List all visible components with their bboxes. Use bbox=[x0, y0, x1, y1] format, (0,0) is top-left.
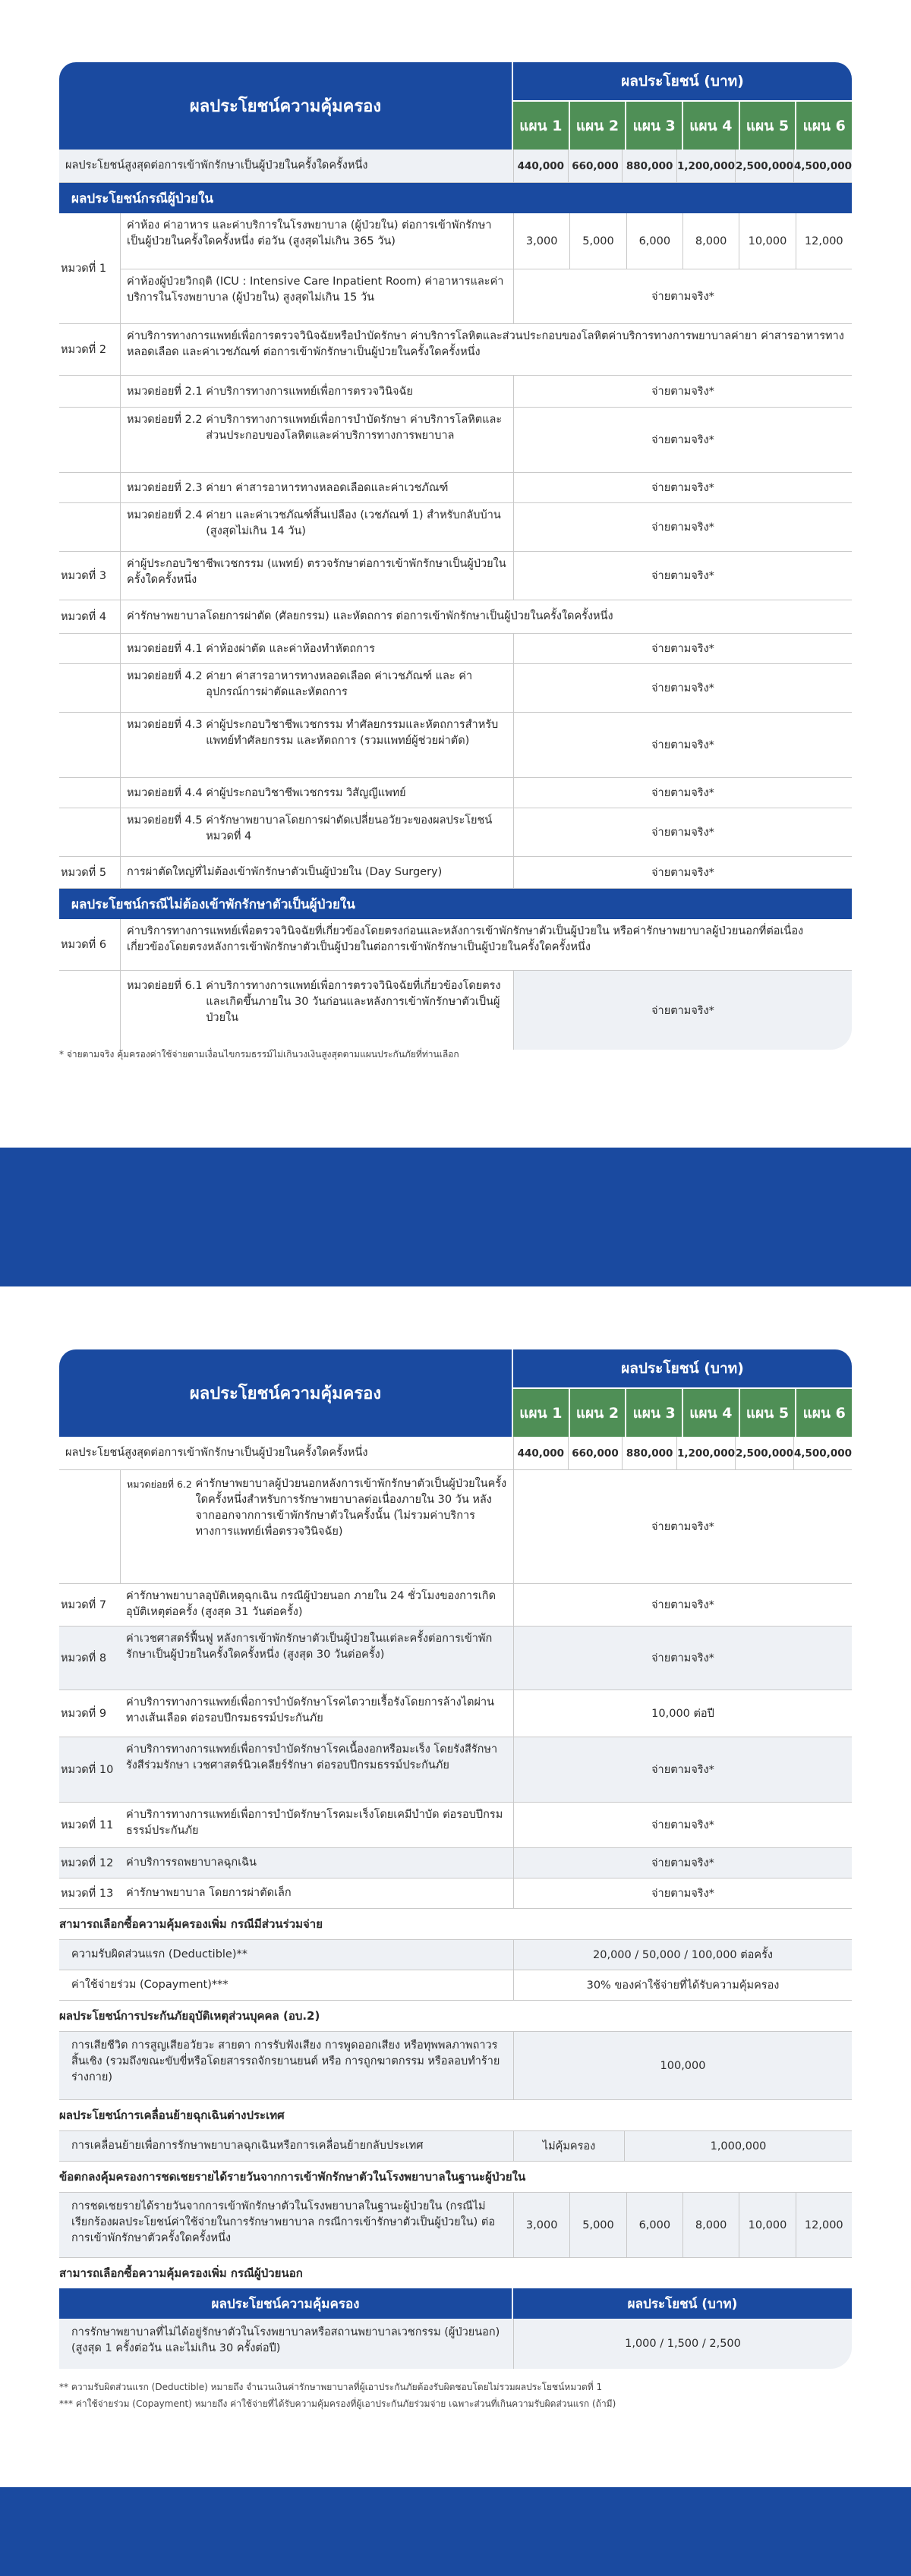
benefit-table bbox=[59, 62, 852, 1050]
category-11: หมวดที่ 11 ค่าบริการทางการแพทย์เพื่อการบำบัดรักษาโรคมะเร็งโดยเคมีบำบัด ต่อรอบปีกรมธรรม์ประกันภัย จ่ายตามจริง* bbox=[59, 1803, 852, 1848]
category-4: หมวดที่ 4 ค่ารักษาพยาบาลโดยการผ่าตัด (ศัลยกรรม) และหัตถการ ต่อการเข้าพักรักษาเป็นผู้ป่วยในครั้งใดครั้งหนึ่ง bbox=[59, 600, 852, 634]
plan-headers bbox=[513, 100, 852, 150]
header-benefit-coverage: ผลประโยชน์ความคุ้มครอง bbox=[59, 62, 512, 150]
max-benefit-row-2: ผลประโยชน์สูงสุดต่อการเข้าพักรักษาเป็นผู้ป่วยในครั้งใดครั้งหนึ่ง 440,000 660,000 880,000 1,200,000 2,500,000 4,500,000 bbox=[59, 1437, 852, 1470]
page-one bbox=[0, 0, 911, 1148]
category-1: หมวดที่ 1 ค่าห้อง ค่าอาหาร และค่าบริการในโรงพยาบาล (ผู้ป่วยใน) ต่อการเข้าพักรักษาเป็นผู้ป่วยในครั้งใดครั้งหนึ่ง ต่อวัน (สูงสุดไม่เกิน 365 วัน) 3,000 5,000 6,000 8,000 10,000 12,000 ค่าห้องผู้ป่วยวิกฤติ (ICU : Intensive Care Inpatient Room) ค่าอาหารและค่าบริการในโรงพยาบาล (ผู้ป่วยใน) สูงสุดไม่เกิน 15 วัน จ่ายตามจริง* bbox=[59, 213, 852, 324]
plan-3: แผน 3 bbox=[625, 100, 682, 150]
opd-header: ผลประโยชน์ความคุ้มครอง ผลประโยชน์ (บาท) bbox=[59, 2288, 852, 2319]
max-benefit-row: ผลประโยชน์สูงสุดต่อการเข้าพักรักษาเป็นผู้ป่วยในครั้งใดครั้งหนึ่ง 440,000 660,000 880,000 1,200,000 2,500,000 4,500,000 bbox=[59, 150, 852, 183]
category-3: หมวดที่ 3 ค่าผู้ประกอบวิชาชีพเวชกรรม (แพทย์) ตรวจรักษาต่อการเข้าพักรักษาเป็นผู้ป่วยในครั้งใดครั้งหนึ่ง จ่ายตามจริง* bbox=[59, 552, 852, 600]
header-benefit-baht: ผลประโยชน์ (บาท) bbox=[513, 62, 852, 100]
copay-option-title: สามารถเลือกซื้อความคุ้มครองเพิ่ม กรณีมีส่วนร่วมจ่าย bbox=[59, 1909, 852, 1940]
subcategory-6-1: หมวดย่อยที่ 6.1 ค่าบริการทางการแพทย์เพื่อการตรวจวินิจฉัยที่เกี่ยวข้องโดยตรงและเกิดขึ้นภายใน 30 วันก่อนและหลังการเข้าพักรักษาตัวเป็นผู้ป่วยใน จ่ายตามจริง* bbox=[59, 971, 852, 1050]
pa-title: ผลประโยชน์การประกันภัยอุบัติเหตุส่วนบุคคล (อบ.2) bbox=[59, 2001, 852, 2032]
section-ipd: ผลประโยชน์กรณีผู้ป่วยใน bbox=[59, 183, 852, 213]
cash-title: ข้อตกลงคุ้มครองการชดเชยรายได้รายวันจากการเข้าพักรักษาตัวในโรงพยาบาลในฐานะผู้ป่วยใน bbox=[59, 2162, 852, 2193]
category-5: หมวดที่ 5 การผ่าตัดใหญ่ที่ไม่ต้องเข้าพักรักษาตัวเป็นผู้ป่วยใน (Day Surgery) จ่ายตามจริง* bbox=[59, 857, 852, 889]
plan-5: แผน 5 bbox=[739, 100, 796, 150]
plan-4: แผน 4 bbox=[682, 100, 739, 150]
footnotes: ** ความรับผิดส่วนแรก (Deductible) หมายถึง จำนวนเงินค่ารักษาพยาบาลที่ผู้เอาประกันภัยต้องรับผิดชอบโดยไม่รวมผลประโยชน์หมวดที่ 1 *** ค่าใช้จ่ายร่วม (Copayment) หมายถึง ค่าใช้จ่ายที่ได้รับความคุ้มครองที่ผู้เอาประกันภัยร่วมจ่าย เฉพาะส่วนที่เกินความรับผิดส่วนแรก (ถ้ามี) bbox=[59, 2382, 616, 2409]
table-header bbox=[59, 62, 852, 150]
deductible-row: ความรับผิดส่วนแรก (Deductible)** 20,000 / 50,000 / 100,000 ต่อครั้ง bbox=[59, 1940, 852, 1970]
subcategory-2-4: หมวดย่อยที่ 2.4 ค่ายา และค่าเวชภัณฑ์สิ้นเปลือง (เวชภัณฑ์ 1) สำหรับกลับบ้าน (สูงสุดไม่เกิน 14 วัน) จ่ายตามจริง* bbox=[59, 503, 852, 552]
footnote-actual-cost: * จ่ายตามจริง คุ้มครองค่าใช้จ่ายตามเงื่อนไขกรมธรรม์ไม่เกินวงเงินสูงสุดตามแผนประกันภัยที่ท่านเลือก bbox=[59, 1049, 459, 1060]
subcategory-4-1: หมวดย่อยที่ 4.1 ค่าห้องผ่าตัด และค่าห้องทำหัตถการ จ่ายตามจริง* bbox=[59, 634, 852, 664]
subcategory-4-3: หมวดย่อยที่ 4.3 ค่าผู้ประกอบวิชาชีพเวชกรรม ทำศัลยกรรมและหัตถการสำหรับแพทย์ทำศัลยกรรม และหัตถการ (รวมแพทย์ผู้ช่วยผ่าตัด) จ่ายตามจริง* bbox=[59, 713, 852, 778]
section-no-admit: ผลประโยชน์กรณีไม่ต้องเข้าพักรักษาตัวเป็นผู้ป่วยใน bbox=[59, 889, 852, 919]
pa-row: การเสียชีวิต การสูญเสียอวัยวะ สายตา การรับฟังเสียง การพูดออกเสียง หรือทุพพลภาพถาวรสิ้นเชิง (รวมถึงขณะขับขี่หรือโดยสารรถจักรยานยนต์ หรือ การถูกฆาตกรรม หรือลอบทำร้ายร่างกาย) 100,000 bbox=[59, 2032, 852, 2100]
subcategory-2-2: หมวดย่อยที่ 2.2 ค่าบริการทางการแพทย์เพื่อการบำบัดรักษา ค่าบริการโลหิตและส่วนประกอบของโลหิตและค่าบริการทางการพยาบาล จ่ายตามจริง* bbox=[59, 408, 852, 473]
subcategory-2-1: หมวดย่อยที่ 2.1 ค่าบริการทางการแพทย์เพื่อการตรวจวินิจฉัย จ่ายตามจริง* bbox=[59, 376, 852, 408]
subcategory-4-2: หมวดย่อยที่ 4.2 ค่ายา ค่าสารอาหารทางหลอดเลือด ค่าเวชภัณฑ์ และ ค่าอุปกรณ์การผ่าตัดและหัตถการ จ่ายตามจริง* bbox=[59, 664, 852, 713]
category-2: หมวดที่ 2 ค่าบริการทางการแพทย์เพื่อการตรวจวินิจฉัยหรือบำบัดรักษา ค่าบริการโลหิตและส่วนประกอบของโลหิตค่าบริการทางการพยาบาลค่ายา ค่าสารอาหารทางหลอดเลือด และค่าเวชภัณฑ์ ต่อการเข้าพักรักษาเป็นผู้ป่วยในครั้งใดครั้งหนึ่ง bbox=[59, 324, 852, 376]
subcategory-2-3: หมวดย่อยที่ 2.3 ค่ายา ค่าสารอาหารทางหลอดเลือดและค่าเวชภัณฑ์ จ่ายตามจริง* bbox=[59, 473, 852, 503]
plan-1: แผน 1 bbox=[513, 100, 569, 150]
copayment-row: ค่าใช้จ่ายร่วม (Copayment)*** 30% ของค่าใช้จ่ายที่ได้รับความคุ้มครอง bbox=[59, 1970, 852, 2001]
category-12: หมวดที่ 12 ค่าบริการรถพยาบาลฉุกเฉิน จ่ายตามจริง* bbox=[59, 1848, 852, 1878]
subcategory-4-4: หมวดย่อยที่ 4.4 ค่าผู้ประกอบวิชาชีพเวชกรรม วิสัญญีแพทย์ จ่ายตามจริง* bbox=[59, 778, 852, 808]
plan-6: แผน 6 bbox=[795, 100, 852, 150]
category-10: หมวดที่ 10 ค่าบริการทางการแพทย์เพื่อการบำบัดรักษาโรคเนื้องอกหรือมะเร็ง โดยรังสีรักษา รังสีร่วมรักษา เวชศาสตร์นิวเคลียร์รักษา ต่อรอบปีกรมธรรม์ประกันภัย จ่ายตามจริง* bbox=[59, 1737, 852, 1803]
subcategory-4-5: หมวดย่อยที่ 4.5 ค่ารักษาพยาบาลโดยการผ่าตัดเปลี่ยนอวัยวะของผลประโยชน์หมวดที่ 4 จ่ายตามจริง* bbox=[59, 808, 852, 857]
opd-row: การรักษาพยาบาลที่ไม่ได้อยู่รักษาตัวในโรงพยาบาลหรือสถานพยาบาลเวชกรรม (ผู้ป่วยนอก) (สูงสุด 1 ครั้งต่อวัน และไม่เกิน 30 ครั้งต่อปี) 1,000 / 1,500 / 2,500 bbox=[59, 2319, 852, 2369]
plan-2: แผน 2 bbox=[569, 100, 626, 150]
evac-title: ผลประโยชน์การเคลื่อนย้ายฉุกเฉินต่างประเทศ bbox=[59, 2100, 852, 2131]
page-two bbox=[0, 1286, 911, 2487]
benefit-table-continued: ผลประโยชน์ความคุ้มครอง ผลประโยชน์ (บาท) แผน 1 แผน 2 แผน 3 แผน 4 แผน 5 แผน 6 ผลประโยชน์สูงสุดต่อการเข้าพักรักษาเป็นผู้ป่วยในครั้งใดครั้งหนึ่ง 440,000 660,000 880,000 1,200,000 2,500,000 4,500,000 หมวดย่อยที่ 6.2 ค่ารักษาพยาบาลผู้ป่วยนอกหลังการเข้าพักรักษาตัวเป็นผู้ป่วยในครั้งใดครั้งหนึ่งสำหรับการรักษาพยาบาลต่อเนื่องภายใน 30 วัน หลังจากออกจากการเข้าพักรักษาตัวในครั้งนั้น (ไม่รวมค่าบริการทางการแพทย์เพื่อตรวจวินิจฉัย) จ่ายตามจริง* หมวดที่ 7 ค่ารักษาพยาบาลอุบัติเหตุฉุกเฉิน กรณีผู้ป่วยนอก ภายใน 24 ชั่วโมงของการเกิดอุบัติเหตุต่อครั้ง (สูงสุด 31 วันต่อครั้ง) จ่ายตามจริง* หมวดที่ 8 ค่าเวชศาสตร์ฟื้นฟู หลังการเข้าพักรักษาตัวเป็นผู้ป่วยในแต่ละครั้งต่อการเข้าพักรักษาเป็นผู้ป่วยในครั้งใดครั้งหนึ่ง (สูงสุด 30 วันต่อครั้ง) จ่ายตามจริง* หมวดที่ 9 ค่าบริการทางการแพทย์เพื่อการบำบัดรักษาโรคไตวายเรื้อรังโดยการล้างไตผ่านทางเส้นเลือด ต่อรอบปีกรมธรรม์ประกันภัย 10,000 ต่อปี หมวดที่ 10 ค่าบริการทางการแพทย์เพื่อการบำบัดรักษาโรคเนื้องอกหรือมะเร็ง โดยรังสีรักษา รังสีร่วมรักษา เวชศาสตร์นิวเคลียร์รักษา ต่อรอบปีกรมธรรม์ประกันภัย จ่ายตามจริง* หมวดที่ 11 ค่าบริการทางการแพทย์เพื่อการบำบัดรักษาโรคมะเร็งโดยเคมีบำบัด ต่อรอบปีกรมธรรม์ประกันภัย จ่ายตามจริง* หมวดที่ 12 ค่าบริการรถพยาบาลฉุกเฉิน จ่ายตามจริง* หมวดที่ 13 ค่ารักษาพยาบาล โดยการผ่าตัดเล็ก จ่ายตามจริง* สามารถเลือกซื้อความคุ้มครองเพิ่ม กรณีมีส่วนร่วมจ่าย ความรับผิดส่วนแรก (Deductible)** 20,000 / 50,000 / 100,000 ต่อครั้ง ค่าใช้จ่ายร่วม (Copayment)*** 30% ของค่าใช้จ่ายที่ได้รับความคุ้มครอง ผลประโยชน์การประกันภัยอุบัติเหตุส่วนบุคคล (อบ.2) การเสียชีวิต การสูญเสียอวัยวะ สายตา การรับฟังเสียง การพูดออกเสียง หรือทุพพลภาพถาวรสิ้นเชิง (รวมถึงขณะขับขี่หรือโดยสารรถจักรยานยนต์ หรือ การถูกฆาตกรรม หรือลอบทำร้ายร่างกาย) 100,000 ผลประโยชน์การเคลื่อนย้ายฉุกเฉินต่างประเทศ การเคลื่อนย้ายเพื่อการรักษาพยาบาลฉุกเฉินหรือการเคลื่อนย้ายกลับประเทศ ไม่คุ้มครอง 1,000,000 ข้อตกลงคุ้มครองการชดเชยรายได้รายวันจากการเข้าพักรักษาตัวในโรงพยาบาลในฐานะผู้ป่วยใน การชดเชยรายได้รายวันจากการเข้าพักรักษาตัวในโรงพยาบาลในฐานะผู้ป่วยใน (กรณีไม่เรียกร้องผลประโยชน์ค่าใช้จ่ายในการรักษาพยาบาล กรณีการเข้ารักษาตัวเป็นผู้ป่วยใน) ต่อการเข้าพักรักษาตัวครั้งใดครั้งหนึ่ง 3,000 5,000 6,000 8,000 10,000 12,000 สามารถเลือกซื้อความคุ้มครองเพิ่ม กรณีผู้ป่วยนอก ผลประโยชน์ความคุ้มครอง ผลประโยชน์ (บาท) การรักษาพยาบาลที่ไม่ได้อยู่รักษาตัวในโรงพยาบาลหรือสถานพยาบาลเวชกรรม (ผู้ป่วยนอก) (สูงสุด 1 ครั้งต่อวัน และไม่เกิน 30 ครั้งต่อปี) 1,000 / 1,500 / 2,500 ** ความรับผิดส่วนแรก (Deductible) หมายถึง จำนวนเงินค่ารักษาพยาบาลที่ผู้เอาประกันภัยต้องรับผิดชอบโดยไม่รวมผลประโยชน์หมวดที่ 1 *** ค่าใช้จ่ายร่วม (Copayment) หมายถึง ค่าใช้จ่ายที่ได้รับความคุ้มครองที่ผู้เอาประกันภัยร่วมจ่าย เฉพาะส่วนที่เกินความรับผิดส่วนแรก (ถ้ามี) bbox=[59, 1349, 852, 2412]
category-8: หมวดที่ 8 ค่าเวชศาสตร์ฟื้นฟู หลังการเข้าพักรักษาตัวเป็นผู้ป่วยในแต่ละครั้งต่อการเข้าพักรักษาเป็นผู้ป่วยในครั้งใดครั้งหนึ่ง (สูงสุด 30 วันต่อครั้ง) จ่ายตามจริง* bbox=[59, 1627, 852, 1690]
separator-band bbox=[0, 1148, 911, 1286]
subcategory-6-2: หมวดย่อยที่ 6.2 ค่ารักษาพยาบาลผู้ป่วยนอกหลังการเข้าพักรักษาตัวเป็นผู้ป่วยในครั้งใดครั้งหนึ่งสำหรับการรักษาพยาบาลต่อเนื่องภายใน 30 วัน หลังจากออกจากการเข้าพักรักษาตัวในครั้งนั้น (ไม่รวมค่าบริการทางการแพทย์เพื่อตรวจวินิจฉัย) จ่ายตามจริง* bbox=[59, 1470, 852, 1584]
evac-row: การเคลื่อนย้ายเพื่อการรักษาพยาบาลฉุกเฉินหรือการเคลื่อนย้ายกลับประเทศ ไม่คุ้มครอง 1,000,000 bbox=[59, 2131, 852, 2162]
cash-row: การชดเชยรายได้รายวันจากการเข้าพักรักษาตัวในโรงพยาบาลในฐานะผู้ป่วยใน (กรณีไม่เรียกร้องผลประโยชน์ค่าใช้จ่ายในการรักษาพยาบาล กรณีการเข้ารักษาตัวเป็นผู้ป่วยใน) ต่อการเข้าพักรักษาตัวครั้งใดครั้งหนึ่ง 3,000 5,000 6,000 8,000 10,000 12,000 bbox=[59, 2193, 852, 2258]
bottom-band bbox=[0, 2487, 911, 2576]
category-6: หมวดที่ 6 ค่าบริการทางการแพทย์เพื่อตรวจวินิจฉัยที่เกี่ยวข้องโดยตรงก่อนและหลังการเข้าพักรักษาตัวเป็นผู้ป่วยใน หรือค่ารักษาพยาบาลผู้ป่วยนอกที่ต่อเนื่องเกี่ยวข้องโดยตรงหลังการเข้าพักรักษาตัวเป็นผู้ป่วยในต่อการเข้าพักรักษาเป็นผู้ป่วยในครั้งใดครั้งหนึ่ง bbox=[59, 919, 852, 971]
category-13: หมวดที่ 13 ค่ารักษาพยาบาล โดยการผ่าตัดเล็ก จ่ายตามจริง* bbox=[59, 1878, 852, 1909]
opd-title: สามารถเลือกซื้อความคุ้มครองเพิ่ม กรณีผู้ป่วยนอก bbox=[59, 2266, 303, 2280]
category-7: หมวดที่ 7 ค่ารักษาพยาบาลอุบัติเหตุฉุกเฉิน กรณีผู้ป่วยนอก ภายใน 24 ชั่วโมงของการเกิดอุบัติเหตุต่อครั้ง (สูงสุด 31 วันต่อครั้ง) จ่ายตามจริง* bbox=[59, 1584, 852, 1627]
category-9: หมวดที่ 9 ค่าบริการทางการแพทย์เพื่อการบำบัดรักษาโรคไตวายเรื้อรังโดยการล้างไตผ่านทางเส้นเลือด ต่อรอบปีกรมธรรม์ประกันภัย 10,000 ต่อปี bbox=[59, 1690, 852, 1737]
